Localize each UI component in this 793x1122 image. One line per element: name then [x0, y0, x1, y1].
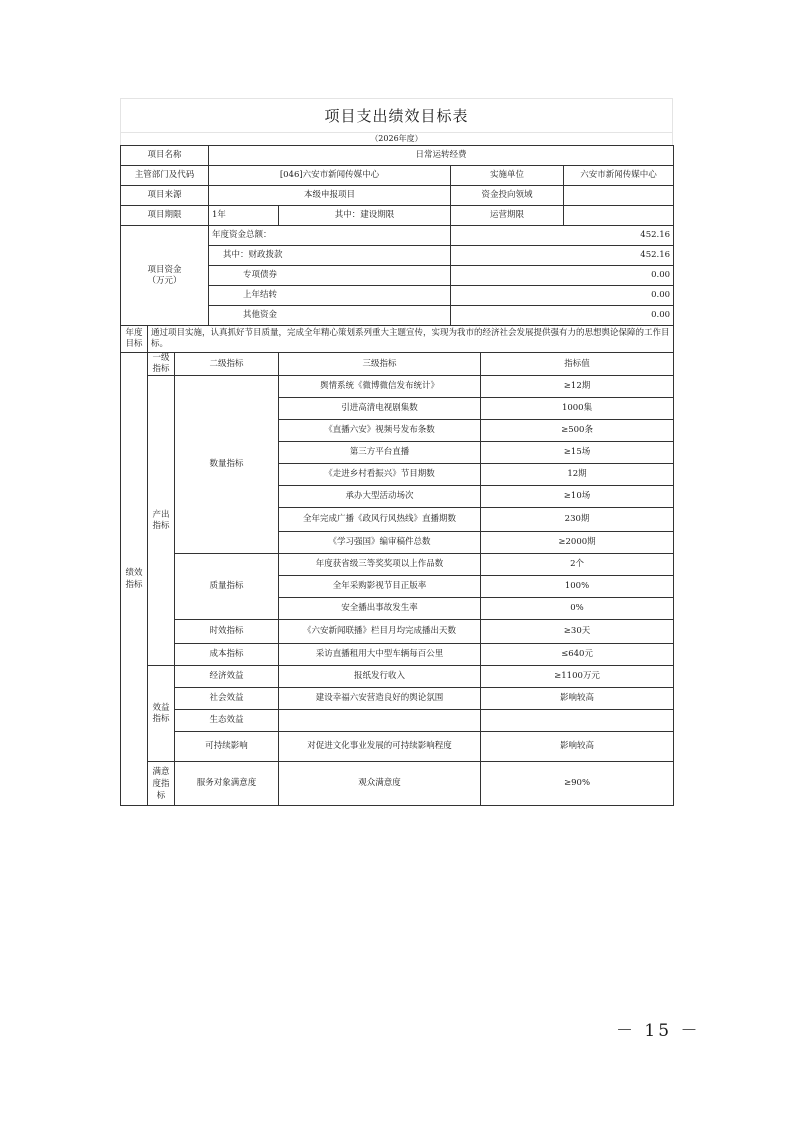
period-label: 项目期限: [121, 206, 209, 226]
quantity-label: 数量指标: [175, 376, 279, 554]
fund-row-label: 年度资金总额：: [209, 226, 451, 246]
table-row: [121, 710, 674, 732]
satisfaction-l2: 服务对象满意度: [175, 762, 279, 806]
period-value: 1年: [209, 206, 279, 226]
indicator-name: 《六安新闻联播》栏目月均完成播出天数: [279, 620, 481, 644]
annual-goal-label: 年度目标: [121, 326, 148, 353]
table-row: [121, 762, 674, 806]
indicator-name: 对促进文化事业发展的可持续影响程度: [279, 732, 481, 762]
table-row: [121, 326, 674, 353]
indicator-name: 安全播出事故发生率: [279, 598, 481, 620]
output-indicators-label: 产出指标: [148, 376, 175, 666]
indicator-value: ≥10场: [481, 486, 674, 508]
indicator-name: 《学习强国》编审稿件总数: [279, 532, 481, 554]
build-label: 其中：建设期限: [279, 206, 451, 226]
benefit-indicators-label: 效益指标: [148, 666, 175, 762]
annual-goal-text: 通过项目实施，认真抓好节目质量，完成全年精心策划系列重大主题宣传，实现为我市的经济社会发展提供强有力的思想舆论保障的工作目标。: [148, 326, 674, 353]
fund-row-label: 专项债券: [209, 266, 451, 286]
timeliness-label: 时效指标: [175, 620, 279, 644]
table-row: [121, 620, 674, 644]
quality-label: 质量指标: [175, 554, 279, 620]
indicator-name: 全年完成广播《政风行风热线》直播期数: [279, 508, 481, 532]
cost-label: 成本指标: [175, 644, 279, 666]
header-value: 指标值: [481, 353, 674, 376]
header-l1: 一级指标: [148, 353, 175, 376]
table-row: [121, 554, 674, 576]
indicator-value: 影响较高: [481, 732, 674, 762]
table-row: [121, 166, 674, 186]
fund-row-value: 0.00: [451, 286, 674, 306]
indicator-value: ≥90%: [481, 762, 674, 806]
indicator-value: 2个: [481, 554, 674, 576]
fund-row-value: 0.00: [451, 306, 674, 326]
source-label: 项目来源: [121, 186, 209, 206]
page-number: － 15 －: [616, 1021, 701, 1041]
indicator-name: 观众满意度: [279, 762, 481, 806]
project-name-value: 日常运转经费: [209, 146, 674, 166]
table-row: [121, 732, 674, 762]
indicator-value: 影响较高: [481, 688, 674, 710]
funds-label: 项目资金 （万元）: [121, 226, 209, 326]
indicator-name: 《直播六安》视频号发布条数: [279, 420, 481, 442]
indicator-value: 100%: [481, 576, 674, 598]
performance-target-sheet: [120, 98, 673, 806]
indicator-name: 报纸发行收入: [279, 666, 481, 688]
indicator-value: 230期: [481, 508, 674, 532]
indicator-name: 采访直播租用大中型车辆每百公里: [279, 644, 481, 666]
table-row: [121, 206, 674, 226]
indicator-name: 引进高清电视剧集数: [279, 398, 481, 420]
fund-row-label: 其中：财政拨款: [209, 246, 451, 266]
indicator-value: 1000集: [481, 398, 674, 420]
table-title: 项目支出绩效目标表: [120, 98, 673, 132]
indicator-name: 建设幸福六安营造良好的舆论氛围: [279, 688, 481, 710]
indicator-name: 第三方平台直播: [279, 442, 481, 464]
fund-row-value: 452.16: [451, 226, 674, 246]
invest-value: [564, 186, 674, 206]
indicator-value: ≥30天: [481, 620, 674, 644]
target-table: [120, 145, 674, 806]
benefit-l2: 可持续影响: [175, 732, 279, 762]
indicator-value: 12期: [481, 464, 674, 486]
operate-value: [564, 206, 674, 226]
fund-row-label: 上年结转: [209, 286, 451, 306]
source-value: 本级申报项目: [209, 186, 451, 206]
indicator-value: 0%: [481, 598, 674, 620]
satisfaction-label: 满意度指标: [148, 762, 175, 806]
table-row: [121, 666, 674, 688]
invest-label: 资金投向领域: [451, 186, 564, 206]
indicator-name: 全年采购影视节目正版率: [279, 576, 481, 598]
dept-value: [046]六安市新闻传媒中心: [209, 166, 451, 186]
fund-row-value: 0.00: [451, 266, 674, 286]
indicator-value: ≥500条: [481, 420, 674, 442]
table-row: [121, 146, 674, 166]
table-row: [121, 644, 674, 666]
table-row: [121, 353, 674, 376]
perf-indicators-label: 绩效指标: [121, 353, 148, 806]
indicator-value: ≥15场: [481, 442, 674, 464]
table-row: [121, 376, 674, 398]
indicator-name: [279, 710, 481, 732]
indicator-value: [481, 710, 674, 732]
table-row: [121, 186, 674, 206]
indicator-value: ≥12期: [481, 376, 674, 398]
indicator-value: ≤640元: [481, 644, 674, 666]
impl-value: 六安市新闻传媒中心: [564, 166, 674, 186]
indicator-name: 年度获省级三等奖奖项以上作品数: [279, 554, 481, 576]
benefit-l2: 社会效益: [175, 688, 279, 710]
fund-row-value: 452.16: [451, 246, 674, 266]
operate-label: 运营期限: [451, 206, 564, 226]
indicator-value: ≥1100万元: [481, 666, 674, 688]
table-row: [121, 226, 674, 246]
benefit-l2: 生态效益: [175, 710, 279, 732]
fiscal-year: （2026年度）: [120, 132, 673, 145]
indicator-name: 《走进乡村看振兴》节目期数: [279, 464, 481, 486]
fund-row-label: 其他资金: [209, 306, 451, 326]
indicator-name: 舆情系统《微博微信发布统计》: [279, 376, 481, 398]
header-l2: 二级指标: [175, 353, 279, 376]
header-l3: 三级指标: [279, 353, 481, 376]
project-name-label: 项目名称: [121, 146, 209, 166]
indicator-name: 承办大型活动场次: [279, 486, 481, 508]
indicator-value: ≥2000期: [481, 532, 674, 554]
table-row: [121, 688, 674, 710]
dept-label: 主管部门及代码: [121, 166, 209, 186]
impl-label: 实施单位: [451, 166, 564, 186]
benefit-l2: 经济效益: [175, 666, 279, 688]
